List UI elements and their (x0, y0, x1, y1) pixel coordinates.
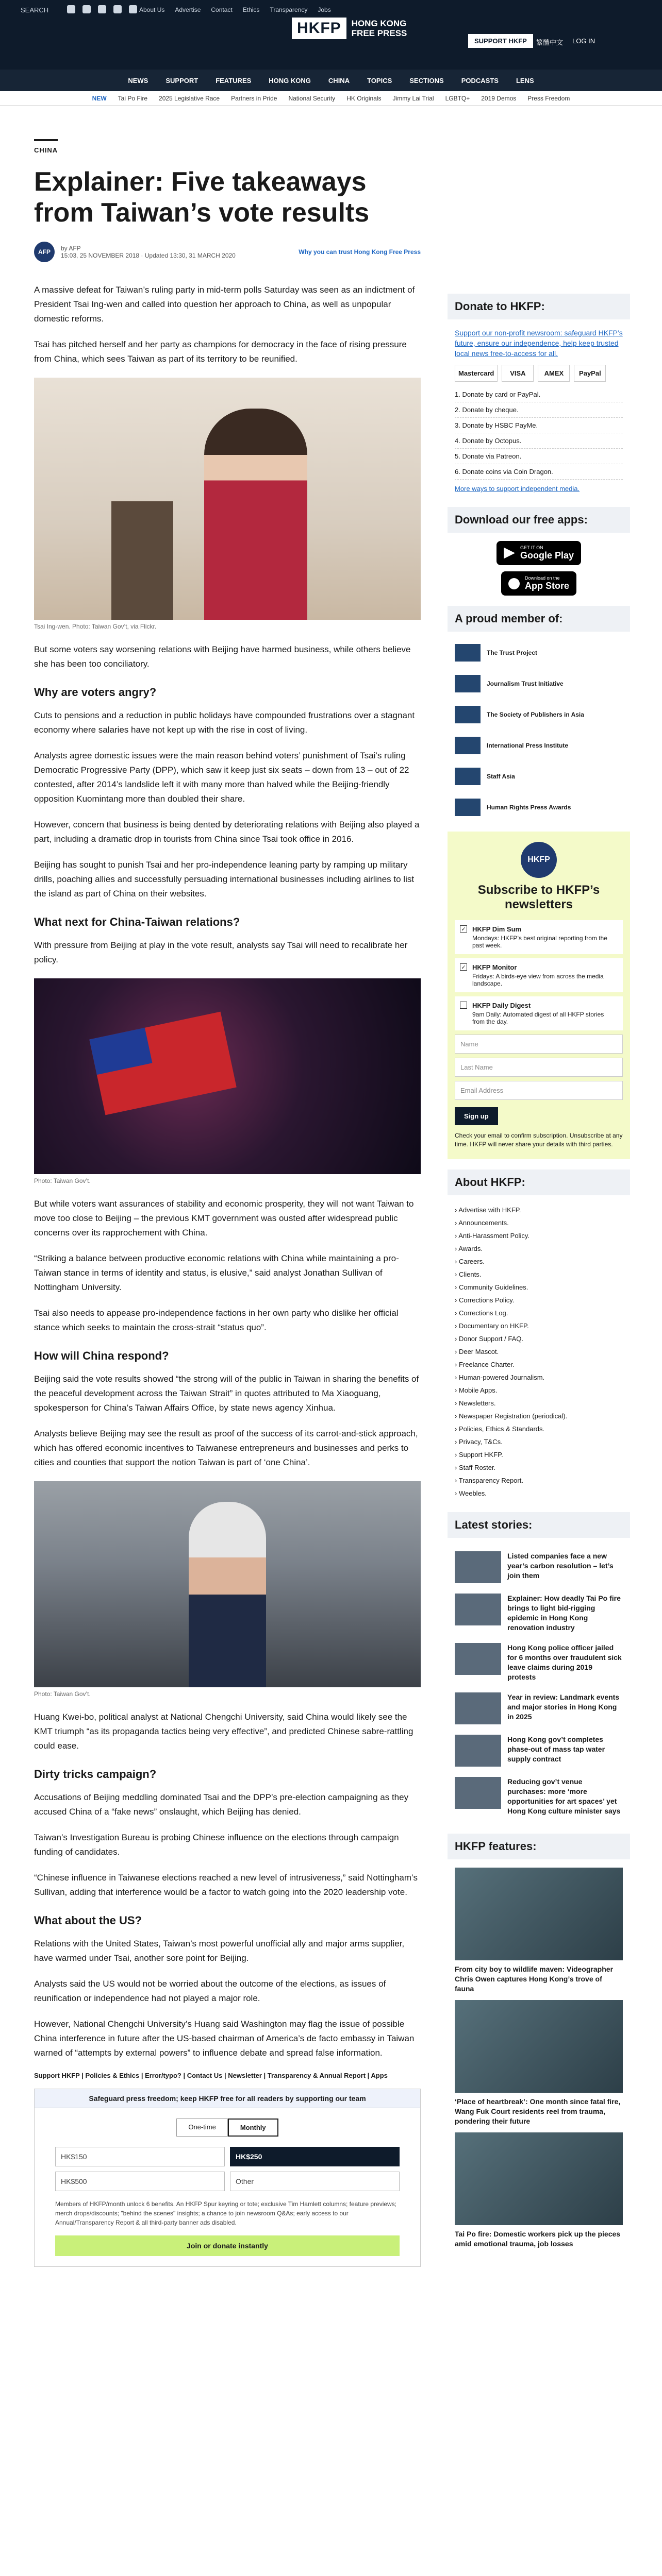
amount-option[interactable]: HK$150 (55, 2147, 225, 2166)
member-logo[interactable]: Staff Asia (448, 764, 630, 794)
facebook-icon[interactable] (67, 5, 75, 13)
photo-tsai (34, 378, 421, 620)
about-list (448, 1204, 630, 1500)
feature-story[interactable]: From city boy to wildlife maven: Videographer Chris Owen captures Hong Kong’s trove of fauna (455, 1868, 623, 1994)
article (34, 139, 421, 2267)
support-hkfp-button[interactable]: SUPPORT HKFP (468, 34, 533, 48)
author-name[interactable]: by AFP (61, 245, 81, 252)
membership-text: Members of HKFP/month unlock 6 benefits. An HKFP Spur keyring or tote; exclusive Tim Hamlett columns; feature previews; merch drops/discounts; "behind the scenes" insights; a chance to join newsroom Q&As; early access to our Annual/Transparency Report & all third-party banner ads disabled. (55, 2200, 397, 2226)
photo-flag-rally (34, 978, 421, 1174)
app-store-button[interactable]: Download on the App Store (501, 571, 576, 596)
ticker-item[interactable]: Press Freedom (527, 94, 570, 102)
newsletter-box (448, 832, 630, 1159)
chinese-link[interactable]: 繁體中文 (536, 39, 564, 46)
ticker-item[interactable]: Jimmy Lai Trial (392, 94, 434, 102)
social-icons (67, 5, 137, 13)
about-link[interactable]: › Weebles. (455, 1487, 623, 1500)
consent-text: Check your email to confirm subscription. Unsubscribe at any time. HKFP will never share your details with third parties. (455, 1132, 623, 1148)
about-link[interactable]: › Advertise with HKFP. (455, 1204, 623, 1216)
publish-date: 15:03, 25 NOVEMBER 2018 · Updated 13:30, 31 MARCH 2020 (61, 252, 236, 259)
about-link[interactable]: › Anti-Harassment Policy. (455, 1229, 623, 1242)
rss-icon[interactable] (129, 5, 137, 13)
nav-item[interactable]: HONG KONG (269, 76, 311, 84)
paragraph: But some voters say worsening relations with Beijing have harmed business, while others believe she has been too conciliatory. (34, 645, 411, 669)
about-link[interactable]: › Human-powered Journalism. (455, 1371, 623, 1384)
paragraph: Analysts agree domestic issues were the main reason behind voters’ punishment of Tsai’s ruling Democratic Progressive Party (DPP), which saw it keep just six seats – down from 13 – out of 22 contested, after 2014’s landslide left it with many more than halved while the Beijing-friendly opposition Kuomintang more than doubled their share. (34, 751, 409, 804)
photo-honour-guard (34, 1481, 421, 1687)
about-link[interactable]: › Donor Support / FAQ. (455, 1332, 623, 1345)
newsletter-option[interactable]: ✓ HKFP Monitor Fridays: A birds-eye view from across the media landscape. (455, 958, 623, 992)
about-link[interactable]: › Support HKFP. (455, 1448, 623, 1461)
amount-options (35, 2147, 420, 2191)
section-heading: What about the US? (34, 1914, 142, 1927)
checkbox[interactable]: ✓ (460, 963, 467, 971)
amount-option[interactable]: HK$500 (55, 2172, 225, 2191)
story-thumbnail (455, 1777, 501, 1809)
latest-heading: Latest stories: (448, 1512, 630, 1538)
photo-caption: Photo: Taiwan Gov’t. (34, 1177, 91, 1184)
nav-item[interactable]: LENS (516, 76, 534, 84)
paragraph: Relations with the United States, Taiwan’s most powerful unofficial ally and major arms supplier, have warmed under Tsai, another sore point for Beijing. (34, 1939, 405, 1963)
checkbox[interactable]: ✓ (460, 925, 467, 933)
paragraph: Huang Kwei-bo, political analyst at National Chengchi University, said China would likely see the KMT triumph “as its propaganda tactics being very effective”, and predicted Chinese sabre-rattling could ease. (34, 1712, 413, 1751)
donate-heading: Donate to HKFP: (448, 294, 630, 319)
story-thumbnail (455, 1692, 501, 1724)
donate-method[interactable]: 6. Donate coins via Coin Dragon. (455, 464, 623, 480)
donate-method[interactable]: 3. Donate by HSBC PayMe. (455, 418, 623, 433)
frequency-toggle (35, 2119, 420, 2137)
member-heading: A proud member of: (448, 606, 630, 632)
youtube-icon[interactable] (113, 5, 122, 13)
nav-item[interactable]: SECTIONS (409, 76, 444, 84)
nav-item[interactable]: TOPICS (367, 76, 392, 84)
ticker-item[interactable]: LGBTQ+ (445, 94, 470, 102)
donate-method[interactable]: 1. Donate by card or PayPal. (455, 387, 623, 402)
latest-story[interactable]: Year in review: Landmark events and major stories in Hong Kong in 2025 (448, 1687, 630, 1730)
about-link[interactable]: › Deer Mascot. (455, 1345, 623, 1358)
paragraph: A massive defeat for Taiwan’s ruling party in mid-term polls Saturday was seen as an indictment of President Tsai Ing-wen and called into question her approach to China, as well as unpopular domestic reforms. (34, 285, 415, 324)
logo-mark: HKFP (292, 18, 346, 39)
article-title: Explainer: Five takeaways from Taiwan’s vote results (34, 167, 370, 228)
about-link[interactable]: › Newsletters. (455, 1397, 623, 1410)
donate-method[interactable]: 5. Donate via Patreon. (455, 449, 623, 464)
donate-text[interactable]: Support our non-profit newsroom: safeguard HKFP’s future, ensure our independence, help keep trusted local news free-to-access for all. (455, 329, 623, 358)
one-time-option[interactable]: One-time (176, 2119, 227, 2137)
amount-option[interactable]: HK$250 (230, 2147, 400, 2166)
sign-up-button[interactable]: Sign up (455, 1107, 498, 1125)
section-heading: Why are voters angry? (34, 686, 157, 699)
paragraph: With pressure from Beijing at play in the vote result, analysts say Tsai will need to recalibrate her policy. (34, 940, 408, 964)
top-link[interactable]: Contact (211, 6, 233, 13)
about-link[interactable]: › Newspaper Registration (periodical). (455, 1410, 623, 1422)
newsletter-logo: HKFP (521, 842, 557, 878)
donate-method[interactable]: 4. Donate by Octopus. (455, 433, 623, 449)
donation-heading: Safeguard press freedom; keep HKFP free for all readers by supporting our team (35, 2089, 420, 2108)
latest-story[interactable]: Hong Kong police officer jailed for 6 months over fraudulent sick leave claims during 2019 protests (448, 1638, 630, 1687)
member-logo[interactable]: Journalism Trust Initiative (448, 671, 630, 702)
trust-link[interactable]: Why you can trust Hong Kong Free Press (299, 248, 421, 256)
newsletter-heading: Subscribe to HKFP’s newsletters (477, 883, 600, 911)
sidebar (448, 294, 630, 2255)
login-link[interactable]: LOG IN (572, 37, 595, 45)
nav-item[interactable]: PODCASTS (461, 76, 499, 84)
topic-ticker (0, 91, 662, 106)
about-link[interactable]: › Awards. (455, 1242, 623, 1255)
payment-logo: Mastercard (455, 365, 498, 382)
latest-story[interactable]: Explainer: How deadly Tai Po fire brings to light bid-rigging epidemic in Hong Kong renovation industry (448, 1588, 630, 1638)
about-link[interactable]: › Freelance Charter. (455, 1358, 623, 1371)
top-links (139, 6, 331, 13)
search-button[interactable]: SEARCH (21, 6, 49, 14)
feature-thumbnail (455, 2132, 623, 2225)
monthly-option[interactable]: Monthly (228, 2119, 278, 2137)
amount-option[interactable]: Other (230, 2172, 400, 2191)
paragraph: However, concern that business is being dented by deteriorating relations with Beijing also played a part, including a dramatic drop in tourists from China since Tsai took office in 2016. (34, 820, 420, 844)
newsletter-option[interactable]: HKFP Daily Digest 9am Daily: Automated digest of all HKFP stories from the day. (455, 996, 623, 1030)
about-link[interactable]: › Community Guidelines. (455, 1281, 623, 1294)
feature-thumbnail (455, 1868, 623, 1960)
paragraph: Analysts said the US would not be worried about the outcome of the elections, as issues of reunification or independence had not played a major role. (34, 1979, 386, 2003)
about-link[interactable]: › Careers. (455, 1255, 623, 1268)
story-thumbnail (455, 1735, 501, 1767)
story-thumbnail (455, 1643, 501, 1675)
sidebar-payment-logos (448, 365, 630, 387)
ticker-item[interactable]: Tai Po Fire (118, 94, 148, 102)
about-link[interactable]: › Corrections Policy. (455, 1294, 623, 1307)
top-link[interactable]: Advertise (175, 6, 201, 13)
photo-caption: Photo: Taiwan Gov’t. (34, 1690, 91, 1698)
paragraph: “Striking a balance between productive economic relations with China while maintaining a pro-Taiwan stance in terms of identity and status, is elusive,” said analyst Jonathan Sullivan of Nottingham University. (34, 1253, 399, 1292)
section-heading: Dirty tricks campaign? (34, 1768, 157, 1781)
about-link[interactable]: › Transparency Report. (455, 1474, 623, 1487)
apple-icon (508, 578, 520, 589)
section-heading: What next for China-Taiwan relations? (34, 916, 240, 928)
twitter-icon[interactable] (82, 5, 91, 13)
last-name-field[interactable]: Last Name (455, 1058, 623, 1077)
google-play-icon (504, 548, 515, 559)
features-heading: HKFP features: (448, 1834, 630, 1859)
ticker-item[interactable]: Partners in Pride (231, 94, 277, 102)
nav-item[interactable]: CHINA (328, 76, 350, 84)
section-heading: How will China respond? (34, 1349, 169, 1362)
more-ways-link[interactable]: More ways to support independent media. (455, 485, 580, 493)
ticker-item[interactable]: 2025 Legislative Race (159, 94, 220, 102)
payment-logo: AMEX (538, 365, 570, 382)
name-field[interactable]: Name (455, 1035, 623, 1054)
google-play-button[interactable]: GET IT ON Google Play (496, 541, 581, 565)
about-link[interactable]: › Policies, Ethics & Standards. (455, 1422, 623, 1435)
member-logo[interactable]: The Society of Publishers in Asia (448, 702, 630, 733)
payment-logo: PayPal (574, 365, 606, 382)
about-link[interactable]: › Clients. (455, 1268, 623, 1281)
donate-method[interactable]: 2. Donate by cheque. (455, 402, 623, 418)
email-field[interactable]: Email Address (455, 1081, 623, 1100)
paragraph: Accusations of Beijing meddling dominated Tsai and the DPP’s pre-election campaigning as they accused China of a “fake news” onslaught, which Beijing has denied. (34, 1792, 409, 1817)
nav-item[interactable]: SUPPORT (166, 76, 198, 84)
paragraph: Tsai has pitched herself and her party as champions for democracy in the face of rising pressure from China, which sees Taiwan as part of its territory to be reunified. (34, 340, 407, 364)
member-logo[interactable]: Human Rights Press Awards (448, 794, 630, 825)
latest-story[interactable]: Hong Kong gov’t completes phase-out of mass tap water supply contract (448, 1730, 630, 1772)
photo-caption: Tsai Ing-wen. Photo: Taiwan Gov’t, via Flickr. (34, 623, 157, 630)
instagram-icon[interactable] (98, 5, 106, 13)
about-link[interactable]: › Announcements. (455, 1216, 623, 1229)
member-logo[interactable]: International Press Institute (448, 733, 630, 764)
payment-logo: VISA (502, 365, 534, 382)
paragraph: Taiwan’s Investigation Bureau is probing Chinese influence on the elections through campaign funding of candidates. (34, 1833, 399, 1857)
category-kicker[interactable]: CHINA (34, 139, 58, 154)
ticker-item[interactable]: 2019 Demos (481, 94, 517, 102)
story-thumbnail (455, 1594, 501, 1625)
latest-story[interactable]: Listed companies face a new year’s carbon resolution – let’s join them (448, 1546, 630, 1588)
top-link[interactable]: Jobs (318, 6, 331, 13)
member-logo[interactable]: The Trust Project (448, 640, 630, 671)
checkbox[interactable] (460, 1002, 467, 1009)
language-links (536, 37, 595, 47)
about-link[interactable]: › Corrections Log. (455, 1307, 623, 1319)
nav-item[interactable]: FEATURES (216, 76, 252, 84)
about-heading: About HKFP: (448, 1170, 630, 1195)
about-link[interactable]: › Privacy, T&Cs. (455, 1435, 623, 1448)
newsletter-option[interactable]: ✓ HKFP Dim Sum Mondays: HKFP’s best original reporting from the past week. (455, 920, 623, 954)
about-link[interactable]: › Mobile Apps. (455, 1384, 623, 1397)
ticker-label: NEW (92, 94, 107, 102)
story-thumbnail (455, 1551, 501, 1583)
main-nav (0, 70, 662, 91)
ticker-item[interactable]: HK Originals (346, 94, 382, 102)
top-link[interactable]: Ethics (242, 6, 260, 13)
about-link[interactable]: › Staff Roster. (455, 1461, 623, 1474)
top-link[interactable]: Transparency (270, 6, 308, 13)
support-links[interactable]: Support HKFP | Policies & Ethics | Error/typo? | Contact Us | Newsletter | Transparency & Annual Report | Apps (34, 2072, 388, 2079)
about-link[interactable]: › Documentary on HKFP. (455, 1319, 623, 1332)
donate-button[interactable]: Join or donate instantly (55, 2235, 400, 2256)
feature-thumbnail (455, 2000, 623, 2093)
byline (34, 242, 421, 262)
nav-item[interactable]: NEWS (128, 76, 148, 84)
paragraph: Cuts to pensions and a reduction in public holidays have compounded frustrations over a stagnant economy where salaries have not kept up with the rise in cost of living. (34, 710, 415, 735)
paragraph: Analysts believe Beijing may see the result as proof of the success of its carrot-and-stick approach, which has offered economic incentives to Taiwanese entrepreneurs and businesses and perks to cities and counties that support the notion Taiwan is part of ‘one China’. (34, 1429, 418, 1467)
paragraph: However, National Chengchi University’s Huang said Washington may flag the issue of possible China interference in future after the US-based chairman of America’s de facto embassy in Taiwan warned of “attempts by external powers” to influence debate and spread false information. (34, 2019, 415, 2058)
ticker-item[interactable]: National Security (288, 94, 336, 102)
top-bar (0, 0, 662, 70)
paragraph: Tsai also needs to appease pro-independence factions in her own party who dislike her official stance which seeks to maintain the cross-strait “status quo”. (34, 1308, 399, 1332)
apps-heading: Download our free apps: (448, 507, 630, 533)
paragraph: Beijing has sought to punish Tsai and her pro-independence leaning party by ramping up military drills, poaching allies and successfully persuading international businesses including airlines to list the island as part of China on their websites. (34, 860, 415, 899)
feature-story[interactable]: ‘Place of heartbreak’: One month since fatal fire, Wang Fuk Court residents reel from trauma, pondering their future (455, 2000, 623, 2126)
donate-methods (448, 387, 630, 480)
site-logo[interactable] (292, 18, 407, 39)
logo-text: HONG KONG FREE PRESS (351, 19, 407, 38)
paragraph: “Chinese influence in Taiwanese elections reached a new level of intrusiveness,” said Nottingham’s Sullivan, adding that interference would be a factor to watch going into the 2020 leadership vote. (34, 1873, 418, 1897)
sidebar-app-buttons (448, 541, 630, 606)
paragraph: But while voters want assurances of stability and economic prosperity, they will not want Taiwan to move too close to Beijing – the previous KMT government was ousted after widespread public concerns over its rapprochement with China. (34, 1199, 414, 1238)
top-link[interactable]: About Us (139, 6, 165, 13)
latest-story[interactable]: Reducing gov’t venue purchases: more ‘more opportunities for art spaces’ yet Hong Kong culture minister says (448, 1772, 630, 1821)
donation-box (34, 2089, 421, 2267)
feature-story[interactable]: Tai Po fire: Domestic workers pick up the pieces amid emotional trauma, job losses (455, 2132, 623, 2249)
author-avatar: AFP (34, 242, 55, 262)
paragraph: Beijing said the vote results showed “the strong will of the public in Taiwan in sharing the benefits of the peaceful development across the Taiwan Strait” in quotes attributed to Ma Xiaoguang, spokesperson for China’s Taiwan Affairs Office, by state news agency Xinhua. (34, 1374, 419, 1413)
